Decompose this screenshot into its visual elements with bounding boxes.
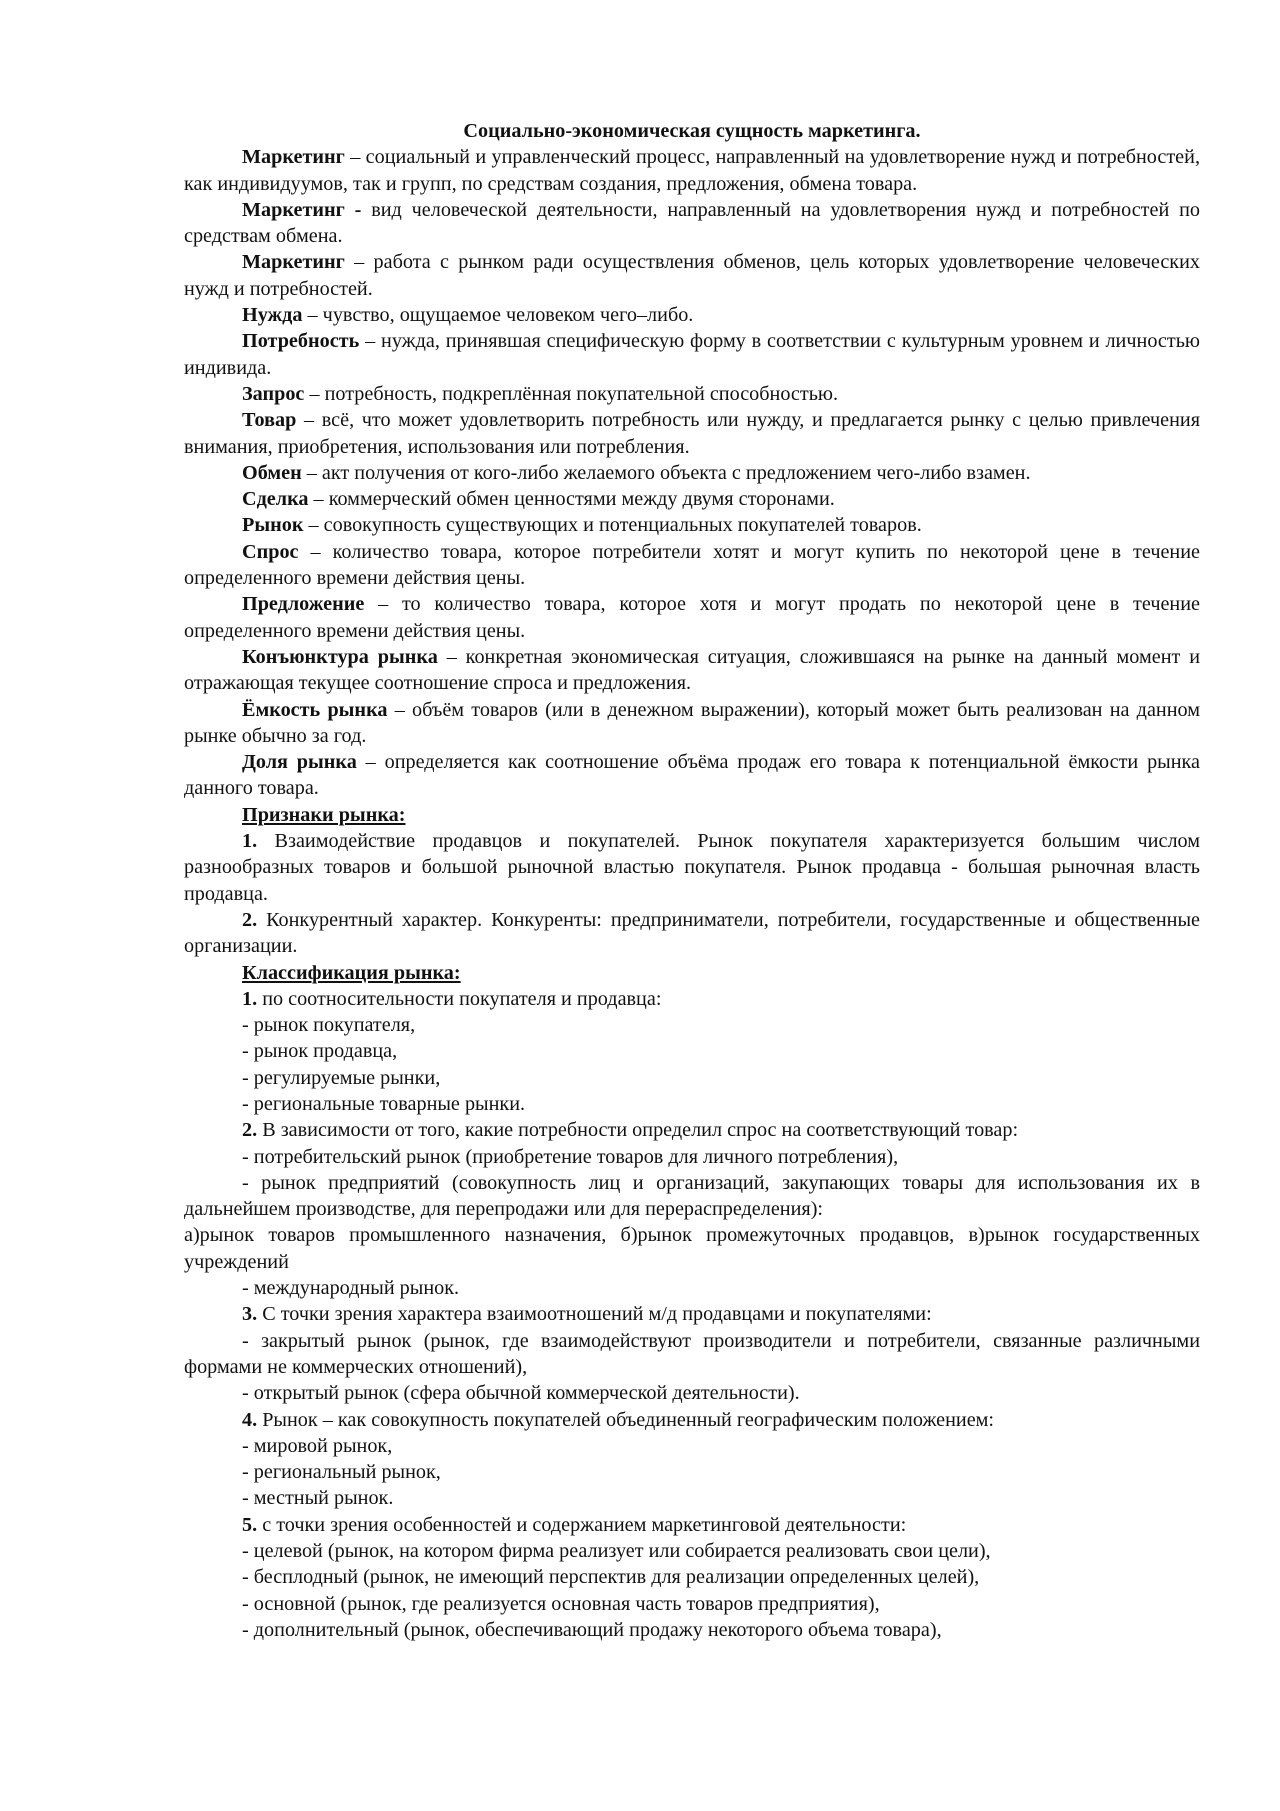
definition-paragraph	[184, 486, 1200, 512]
item-number: 5.	[242, 1513, 258, 1536]
term-label: Предложение	[242, 593, 365, 616]
term-label: Сделка	[242, 488, 309, 511]
definition-paragraph	[184, 302, 1200, 328]
item-text: – количество товара, которое потребители хотят и могут купить по некоторой цене в течение определенного времени действия цены.	[184, 540, 1200, 590]
classification-item	[184, 1144, 1200, 1170]
item-text: а)рынок товаров промышленного назначения, б)рынок промежуточных продавцов, в)рынок государственных учреждений	[184, 1224, 1200, 1273]
classification-item	[184, 1485, 1200, 1511]
definitions-list	[184, 144, 1200, 801]
item-text: Рынок – как совокупность покупателей объединенный географическим положением:	[257, 1408, 995, 1431]
classification-item	[184, 1012, 1200, 1038]
item-text: – работа с рынком ради осуществления обменов, цель которых удовлетворение человеческих нужд и потребностей.	[184, 251, 1200, 300]
definition-paragraph	[184, 144, 1200, 197]
definition-paragraph	[184, 749, 1200, 802]
item-text: – совокупность существующих и потенциальных покупателей товаров.	[303, 514, 922, 537]
classification-item	[184, 1117, 1200, 1143]
item-text: вид человеческой деятельности, направленный на удовлетворения нужд и потребностей по средствам обмена.	[184, 198, 1200, 248]
item-text: - рынок покупателя,	[242, 1014, 416, 1037]
classification-item	[184, 1275, 1200, 1301]
item-text: – чувство, ощущаемое человеком чего–либо.	[302, 304, 694, 327]
item-number: 4.	[242, 1408, 258, 1431]
definition-paragraph	[184, 381, 1200, 407]
item-text: - открытый рынок (сфера обычной коммерческой деятельности).	[242, 1382, 800, 1405]
classification-item	[184, 1091, 1200, 1117]
item-text: – конкретная экономическая ситуация, сложившаяся на рынке на данный момент и отражающая текущее соотношение спроса и предложения.	[184, 645, 1201, 695]
item-text: - мировой рынок,	[242, 1434, 393, 1457]
classification-item	[184, 1038, 1200, 1064]
item-text: – то количество товара, которое хотя и могут продать по некоторой цене в течение определенного времени действия цены.	[184, 593, 1200, 642]
item-text: - регулируемые рынки,	[242, 1066, 441, 1089]
definition-paragraph	[184, 328, 1200, 381]
definition-paragraph	[184, 460, 1200, 486]
item-text: с точки зрения особенностей и содержанием маркетинговой деятельности:	[257, 1513, 907, 1536]
definition-paragraph	[184, 697, 1200, 750]
definition-paragraph	[184, 644, 1200, 697]
definition-paragraph	[184, 591, 1200, 644]
term-label: Рынок	[242, 514, 304, 537]
definition-paragraph	[184, 512, 1200, 538]
classification-item	[184, 1459, 1200, 1485]
term-label: Спрос	[242, 540, 299, 563]
item-text: - рынок предприятий (совокупность лиц и организаций, закупающих товары для использования их в дальнейшем производстве, для перепродажи или для перераспределения):	[184, 1171, 1200, 1221]
classification-heading: Классификация рынка:	[242, 961, 461, 984]
term-label: Маркетинг	[242, 251, 345, 274]
item-text: Конкурентный характер. Конкуренты: предприниматели, потребители, государственные и общественные организации.	[184, 908, 1200, 958]
item-text: Взаимодействие продавцов и покупателей. Рынок покупателя характеризуется большим числом разнообразных товаров и большой рыночной властью покупателя. Рынок продавца - большая рыночная власть продавца.	[184, 830, 1200, 905]
item-text: - дополнительный (рынок, обеспечивающий продажу некоторого объема товара),	[242, 1618, 942, 1641]
term-label: Обмен	[242, 461, 302, 484]
classification-list	[184, 986, 1200, 1643]
definition-paragraph	[184, 539, 1200, 592]
classification-item	[184, 1512, 1200, 1538]
item-text: - закрытый рынок (рынок, где взаимодействуют производители и потребители, связанные различными формами не коммерческих отношений),	[184, 1329, 1200, 1378]
classification-item	[184, 1433, 1200, 1459]
term-label: Потребность	[242, 330, 360, 353]
item-text: – определяется как соотношение объёма продаж его товара к потенциальной ёмкости рынка данного товара.	[184, 751, 1200, 800]
item-text: - основной (рынок, где реализуется основная часть товаров предприятия),	[242, 1592, 880, 1615]
item-text: – социальный и управленческий процесс, направленный на удовлетворение нужд и потребностей, как индивидуумов, так и групп, по средствам создания, предложения, обмена товара.	[184, 146, 1200, 195]
item-text: – акт получения от кого-либо желаемого объекта с предложением чего-либо взамен.	[301, 461, 1031, 484]
classification-item	[184, 1301, 1200, 1327]
term-label: Товар	[242, 409, 297, 432]
item-text: – объём товаров (или в денежном выражении), который может быть реализован на данном рынке обычно за год.	[184, 698, 1200, 747]
item-text: – коммерческий обмен ценностями между двумя сторонами.	[308, 488, 835, 511]
item-text: – нужда, принявшая специфическую форму в соответствии с культурным уровнем и личностью индивида.	[184, 330, 1200, 379]
document-title: Социально-экономическая сущность маркетинга.	[463, 120, 921, 142]
term-label: Конъюнктура рынка	[242, 645, 438, 668]
item-text: - международный рынок.	[242, 1277, 460, 1300]
term-label: Доля рынка	[242, 751, 357, 774]
signs-list	[184, 828, 1200, 959]
item-text: - региональные товарные рынки.	[242, 1092, 526, 1115]
item-text: – потребность, подкреплённая покупательной способностью.	[304, 382, 839, 405]
classification-item	[184, 1170, 1200, 1223]
item-text: С точки зрения характера взаимоотношений м/д продавцами и покупателями:	[257, 1303, 932, 1326]
item-text: - рынок продавца,	[242, 1040, 398, 1063]
item-text: - потребительский рынок (приобретение товаров для личного потребления),	[242, 1145, 899, 1168]
classification-item	[184, 1407, 1200, 1433]
item-text: - бесплодный (рынок, не имеющий перспектив для реализации определенных целей),	[242, 1566, 980, 1589]
item-text: - местный рынок.	[242, 1487, 394, 1510]
item-text: – всё, что может удовлетворить потребность или нужду, и предлагается рынку с целью привлечения внимания, приобретения, использования или потребления.	[184, 409, 1200, 458]
term-label: Маркетинг	[242, 146, 345, 169]
document-body	[184, 118, 1200, 1643]
sign-paragraph	[184, 828, 1200, 907]
classification-item	[184, 1222, 1200, 1275]
item-text: В зависимости от того, какие потребности определил спрос на соответствующий товар:	[257, 1119, 1019, 1142]
item-text: - региональный рынок,	[242, 1461, 441, 1484]
classification-item	[184, 1591, 1200, 1617]
item-number: 3.	[242, 1303, 258, 1326]
term-label: Маркетинг -	[242, 198, 362, 221]
term-label: Нужда	[242, 304, 303, 327]
classification-item	[184, 1065, 1200, 1091]
classification-item	[184, 1617, 1200, 1643]
definition-paragraph	[184, 249, 1200, 302]
classification-item	[184, 1328, 1200, 1381]
classification-item	[184, 1564, 1200, 1590]
classification-item	[184, 986, 1200, 1012]
term-label: Запрос	[242, 382, 305, 405]
signs-heading: Признаки рынка:	[242, 803, 406, 826]
item-text: по соотносительности покупателя и продавца:	[257, 987, 662, 1010]
sign-paragraph	[184, 907, 1200, 960]
item-number: 2.	[242, 1119, 258, 1142]
classification-item	[184, 1380, 1200, 1406]
item-number: 1.	[242, 830, 258, 853]
term-label: Ёмкость рынка	[242, 698, 388, 721]
definition-paragraph	[184, 197, 1200, 250]
item-number: 2.	[242, 908, 258, 931]
item-text: - целевой (рынок, на котором фирма реализует или собирается реализовать свои цели),	[242, 1540, 991, 1563]
classification-item	[184, 1538, 1200, 1564]
item-number: 1.	[242, 987, 258, 1010]
definition-paragraph	[184, 407, 1200, 460]
